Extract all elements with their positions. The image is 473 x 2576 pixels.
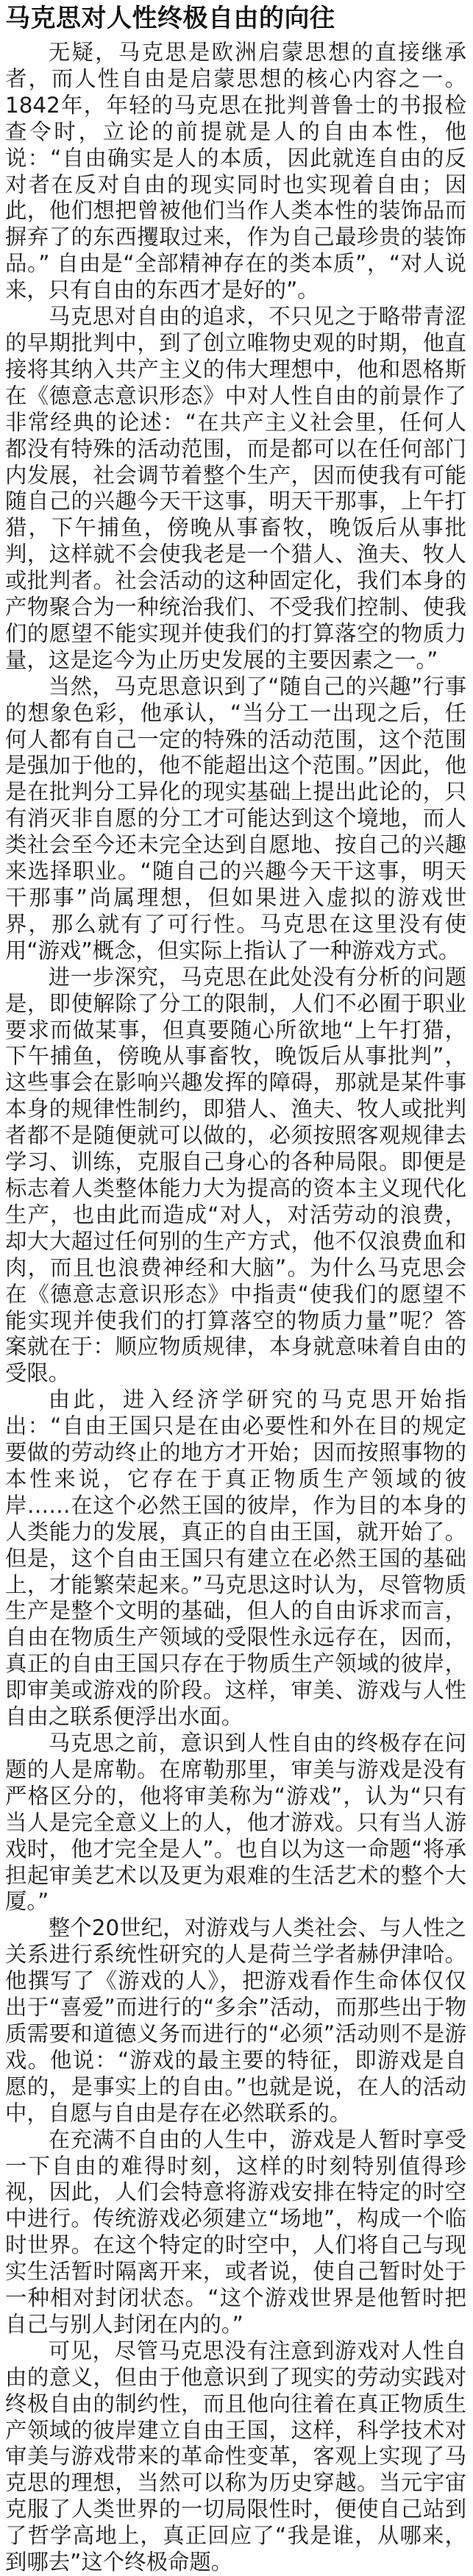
article-paragraph: 在充满不自由的人生中，游戏是人暂时享受一下自由的难得时刻，这样的时刻特别值得珍视，因此，人们会特意将游戏安排在特定的时空中进行。传统游戏必须建立“场地”，构成一个临时世界。在这个特定的时空中，人们将自己与现实生活暂时隔离开来，或者说，使自己暂时处于一种相对封闭状态。“这个游戏世界是他暂时把自己与别人封闭在内的。” <box>5 2126 466 2337</box>
article-paragraph: 马克思对自由的追求，不只见之于略带青涩的早期批判中，到了创立唯物史观的时期，他直接将其纳入共产主义的伟大理想中，他和恩格斯在《德意志意识形态》中对人性自由的前景作了非常经典的论述：“在共产主义社会里，任何人都没有特殊的活动范围，而是都可以在任何部门内发展，社会调节着整个生产，因而使我有可能随自己的兴趣今天干这事，明天干那事，上午打猎，下午捕鱼，傍晚从事畜牧，晚饭后从事批判，这样就不会使我老是一个猎人、渔夫、牧人或批判者。社会活动的这种固定化，我们本身的产物聚合为一种统治我们、不受我们控制、使我们的愿望不能实现并使我们的打算落空的物质力量，这是迄今为止历史发展的主要因素之一。” <box>5 304 466 673</box>
article-paragraph: 由此，进入经济学研究的马克思开始指出：“自由王国只是在由必要性和外在目的规定要做的劳动终止的地方才开始；因而按照事物的本性来说，它存在于真正物质生产领域的彼岸……在这个必然王国的彼岸，作为目的本身的人类能力的发展，真正的自由王国，就开始了。但是，这个自由王国只有建立在必然王国的基础上，才能繁荣起来。”马克思这时认为，尽管物质生产是整个文明的基础，但人的自由诉求而言，自由在物质生产领域的受限性永远存在，因而，真正的自由王国只存在于物质生产领域的彼岸，即审美或游戏的阶段。这样，审美、游戏与人性自由之联系便浮出水面。 <box>5 1387 466 1730</box>
article-title: 马克思对人性终极自由的向往 <box>5 4 335 33</box>
article-paragraph: 整个20世纪，对游戏与人类社会、与人性之关系进行系统性研究的人是荷兰学者赫伊津哈。他撰写了《游戏的人》，把游戏看作生命体仅仅出于“喜爱”而进行的“多余”活动，而那些出于物质需要和道德义务而进行的“必须”活动则不是游戏。他说：“游戏的最主要的特征，即游戏是自愿的，是事实上的自由。”也就是说，在人的活动中，自愿与自由是存在必然联系的。 <box>5 1915 466 2126</box>
article-paragraph: 马克思之前，意识到人性自由的终极存在问题的人是席勒。在席勒那里，审美与游戏是没有严格区分的，他将审美称为“游戏”，认为“只有当人是完全意义上的人，他才游戏。只有当人游戏时，他才完全是人”。也自以为这一命题“将承担起审美艺术以及更为艰难的生活艺术的整个大厦。” <box>5 1731 466 1915</box>
article-paragraph: 进一步深究，马克思在此处没有分析的问题是，即使解除了分工的限制，人们不必囿于职业要求而做某事，但真要随心所欲地“上午打猎，下午捕鱼，傍晚从事畜牧，晚饭后从事批判”，这些事会在影响兴趣发挥的障碍，那就是某件事本身的规律性制约，即猎人、渔夫、牧人或批判者都不是随便就可以做的，必须按照客观规律去学习、训练，克服自己身心的各种局限。即便是标志着人类整体能力大为提高的资本主义现代化生产，也由此而造成“对人，对活劳动的浪费，却大大超过任何别的生产方式，他不仅浪费血和肉，而且也浪费神经和大脑”。为什么马克思会在《德意志意识形态》中指责“使我们的愿望不能实现并使我们的打算落空的物质力量”呢？答案就在于：顺应物质规律，本身就意味着自由的受限。 <box>5 964 466 1386</box>
article-paragraph: 无疑，马克思是欧洲启蒙思想的直接继承者，而人性自由是启蒙思想的核心内容之一。1842年，年轻的马克思在批判普鲁士的书报检查令时，立论的前提就是人的自由本性，他说：“自由确实是人的本质，因此就连自由的反对者在反对自由的现实同时也实现着自由；因此，他们想把曾被他们当作人类本性的装饰品而摒弃了的东西攫取过来，作为自己最珍贵的装饰品。” 自由是“全部精神存在的类本质”，“对人说来，只有自由的东西才是好的”。 <box>5 40 466 303</box>
article-paragraph: 当然，马克思意识到了“随自己的兴趣”行事的想象色彩，他承认，“当分工一出现之后，任何人都有自己一定的特殊的活动范围，这个范围是强加于他的，他不能超出这个范围。”因此，他是在批判分工异化的现实基础上提出此论的，只有消灭非自愿的分工才可能达到这个境地，而人类社会至今还未完全达到自愿地、按自己的兴趣来选择职业。“随自己的兴趣今天干这事，明天干那事”尚属理想，但如果进入虚拟的游戏世界，那么就有了可行性。马克思在这里没有使用“游戏”概念，但实际上指认了一种游戏方式。 <box>5 673 466 963</box>
article-paragraph: 可见，尽管马克思没有注意到游戏对人性自由的意义，但由于他意识到了现实的劳动实践对终极自由的制约性，而且他向往着在真正物质生产领域的彼岸建立自由王国，这样，科学技术对审美与游戏带来的革命性变革，客观上实现了马克思的理想，当然可以称为历史穿越。当元宇宙克服了人类世界的一切局限性时，便使自己站到了哲学高地上，真正回应了“我是谁，从哪来，到哪去”这个终极命题。 <box>5 2338 466 2575</box>
